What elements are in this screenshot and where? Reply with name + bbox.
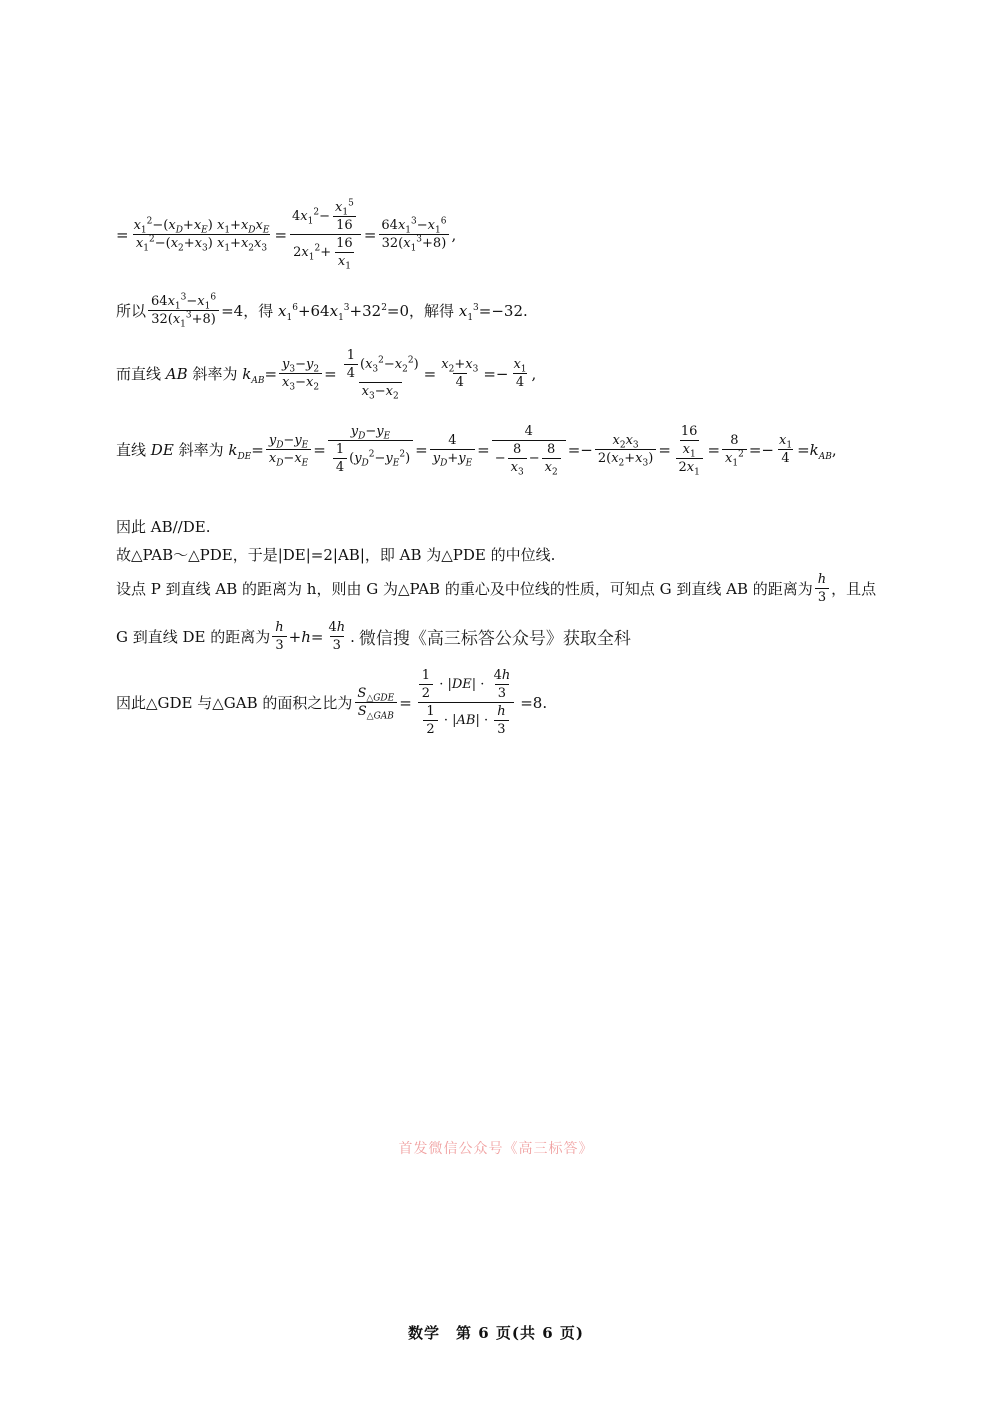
fraction-1a: $\frac{x_1^2-(x_D+x_E) x_1+x_Dx_E}{x_1^2-(x_2+x_3) x_1+x_2x_3}$ <box>133 216 270 254</box>
text-line-5 <box>116 516 210 537</box>
line-8-text-a: G 到直线 DE 的距离为 <box>116 628 271 646</box>
text-line-9: 因此△GDE 与△GAB 的面积之比为 $\frac{S_{\triangle GDE}}{S_{\triangle GAB}}$ = $\frac{1}{2}$ · |DE| · $\frac{4h}{3}$ $\frac{1}{2}$ · |AB| · $\frac{h}{3}$ =8. <box>116 668 548 737</box>
line-2-mid2: ，解得 <box>409 302 455 320</box>
fraction-4f: $\frac{\frac{16}{x_1}}{2x_1}$ <box>673 424 706 475</box>
fraction-4b: $y_D-y_E$ $\frac{1}{4}$ $(y_D^2-y_E^2)$ <box>328 424 413 475</box>
line-1-tail: , <box>451 225 457 244</box>
text-line-7 <box>116 572 876 605</box>
equation-line-3: 而直线 AB 斜率为 $k_{AB}=$ $\frac{y_3-y_2}{x_3-x_2}$ = $\frac{1}{4}$ $(x_3^2-x_2^2)$ $x_3-x_2$ = $\frac{x_2+x_3}{4}$ =− $\frac{x_1}{4}$ , <box>116 348 537 402</box>
fraction-1b: $4x_1^2-$ $\frac{x_1^5}{16}$ $2x_1^2+$ $\frac{16}{x_1}$ <box>289 200 362 269</box>
line-5-text: 因此 AB//DE. <box>116 518 211 536</box>
fraction-3a: $\frac{y_3-y_2}{x_3-x_2}$ <box>279 357 322 390</box>
line-2-prefix: 所以 <box>116 302 147 320</box>
fraction-8b: $\frac{4h}{3}$ <box>328 620 346 653</box>
line-2-mid: =4，得 <box>221 302 274 320</box>
fraction-9b: $\frac{1}{2}$ · |DE| · $\frac{4h}{3}$ $\frac{1}{2}$ · |AB| · $\frac{h}{3}$ <box>414 668 518 737</box>
fraction-4a: $\frac{y_D-y_E}{x_D-x_E}$ <box>266 433 311 466</box>
line-4-mid: 斜率为 <box>178 441 224 459</box>
line-4-prefix: 直线 <box>116 441 147 459</box>
fraction-9a: $\frac{S_{\triangle GDE}}{S_{\triangle GAB}}$ <box>354 686 397 719</box>
equation-line-2: 所以 $\frac{64x_1^3-x_1^6}{32(x_1^3+8)}$ =4，得 $x_1^6+64x_1^3+32^2=0$ ，解得 $x_1^3$ =−32. <box>116 292 528 330</box>
promo-text: 微信搜《高三标答公众号》获取全科 <box>358 629 631 649</box>
line-9-text-a: 因此△GDE 与△GAB 的面积之比为 <box>116 694 353 712</box>
line-8-text-b: . <box>350 627 355 646</box>
fraction-2: $\frac{64x_1^3-x_1^6}{32(x_1^3+8)}$ <box>148 294 219 327</box>
fraction-3c: $\frac{x_2+x_3}{4}$ <box>441 357 479 390</box>
line-3-prefix: 而直线 <box>116 365 162 383</box>
text-line-8: G 到直线 DE 的距离为 $\frac{h}{3}$ +h= $\frac{4h}{3}$ . 微信搜《高三标答公众号》获取全科 <box>116 620 631 653</box>
page-footer: 数学 第 6 页(共 6 页) <box>408 1324 584 1342</box>
line-3-tail: , <box>531 364 537 383</box>
fraction-1c: $\frac{64x_1^3-x_1^6}{32(x_1^3+8)}$ <box>378 218 449 251</box>
fraction-4h: $\frac{x_1}{4}$ <box>778 433 793 466</box>
equation-line-1: = $\frac{x_1^2-(x_D+x_E) x_1+x_Dx_E}{x_1^2-(x_2+x_3) x_1+x_2x_3}$ = $4x_1^2-$ $\frac{x_1^5}{16}$ $2x_1^2+$ $\frac{16}{x_1}$ = $\frac{64x_1^3-x_1^6}{32(x_1^3+8)}$ , <box>116 198 457 272</box>
line-7-text-b: ，且点 <box>831 580 877 598</box>
fraction-3b: $\frac{1}{4}$ $(x_3^2-x_2^2)$ $x_3-x_2$ <box>339 348 422 399</box>
watermark: 首发微信公众号《高三标答》 <box>398 1141 594 1157</box>
fraction-4e: $\frac{x_2x_3}{2(x_2+x_3)}$ <box>595 433 656 466</box>
fraction-4g: $\frac{8}{x_1^2}$ <box>722 433 747 466</box>
line-7-text-a: 设点 P 到直线 AB 的距离为 h，则由 G 为△PAB 的重心及中位线的性质，可知点 G 到直线 AB 的距离为 <box>116 580 813 598</box>
line-4-tail: , <box>831 440 837 459</box>
line-9-text-b: =8. <box>520 693 548 712</box>
equation-line-4: 直线 DE 斜率为 $k_{DE}=$ $\frac{y_D-y_E}{x_D-x_E}$ = $y_D-y_E$ $\frac{1}{4}$ $(y_D^2-y_E^2)$ = $\frac{4}{y_D+y_E}$ = 4 − $\frac{8}{x_3}$ − $\frac{8}{x_2}$ =− $\frac{x_2x_3}{2(x_2+x_3)}$ = $\frac{\frac{16}{x_1}}{2x_1}$ = $\frac{8}{x_1^2}$ =− $\frac{x_1}{4}$ $=k_{AB}$ , <box>116 424 837 478</box>
line-2-tail: =−32. <box>478 301 528 320</box>
fraction-3d: $\frac{x_1}{4}$ <box>513 357 527 390</box>
fraction-8a: $\frac{h}{3}$ <box>272 620 286 653</box>
fraction-7: $\frac{h}{3}$ <box>815 572 829 605</box>
fraction-4d: 4 − $\frac{8}{x_3}$ − $\frac{8}{x_2}$ <box>492 424 566 475</box>
fraction-4c: $\frac{4}{y_D+y_E}$ <box>430 433 475 466</box>
line-6-text: 故△PAB～△PDE，于是|DE|=2|AB|，即 AB 为△PDE 的中位线. <box>116 546 556 564</box>
line-3-mid: 斜率为 <box>192 365 238 383</box>
text-line-6 <box>116 544 555 565</box>
